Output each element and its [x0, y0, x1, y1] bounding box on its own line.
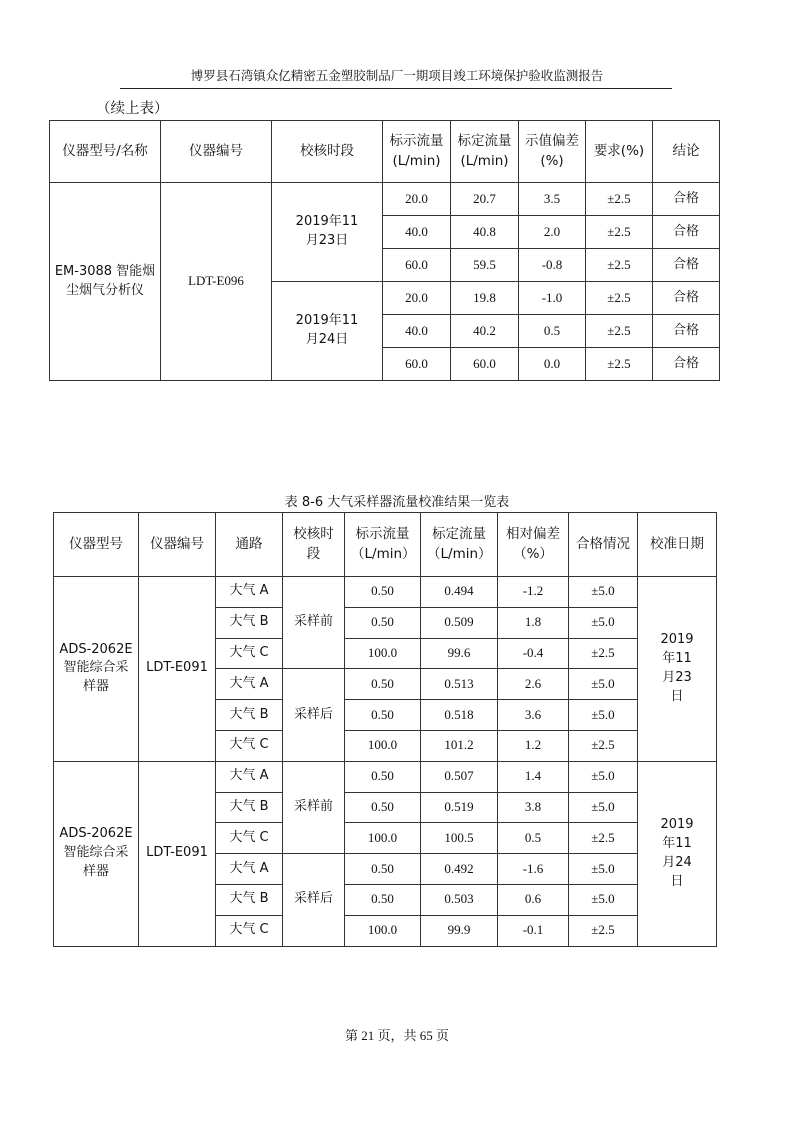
table2-channel-cell: 大气 C — [216, 730, 283, 761]
table2-header-cell: 合格情况 — [569, 513, 638, 577]
table1-value-cell: ±2.5 — [586, 216, 653, 249]
table2-value-cell: 0.492 — [421, 854, 498, 885]
table1-header-cell: 仪器编号 — [161, 121, 272, 183]
table2-value-cell: 0.507 — [421, 761, 498, 792]
table2-value-cell: 1.8 — [498, 607, 569, 638]
table2-value-cell: ±5.0 — [569, 577, 638, 608]
table2-phase-cell: 采样前 — [283, 761, 345, 853]
table2-value-cell: 101.2 — [421, 730, 498, 761]
air-sampler-calibration-table — [53, 512, 717, 947]
table2-channel-cell: 大气 A — [216, 669, 283, 700]
continued-label: （续上表） — [96, 101, 169, 117]
table2-header-cell: 仪器编号 — [139, 513, 216, 577]
table2-value-cell: 0.50 — [345, 607, 421, 638]
table2-code-cell: LDT-E091 — [139, 761, 216, 946]
table2-value-cell: 99.9 — [421, 915, 498, 946]
table1-value-cell: 19.8 — [451, 282, 519, 315]
table2-value-cell: 0.50 — [345, 577, 421, 608]
table2-channel-cell: 大气 C — [216, 638, 283, 669]
table1-value-cell: ±2.5 — [586, 348, 653, 381]
table2-value-cell: 100.0 — [345, 915, 421, 946]
table2-header-cell: 校准日期 — [638, 513, 717, 577]
table2-value-cell: -0.4 — [498, 638, 569, 669]
table2-value-cell: 100.0 — [345, 730, 421, 761]
table1-header-cell: 要求(%) — [586, 121, 653, 183]
table1-instrument-cell: EM-3088 智能烟尘烟气分析仪 — [50, 183, 161, 381]
table1-value-cell: 20.0 — [383, 183, 451, 216]
table2-channel-cell: 大气 A — [216, 761, 283, 792]
table2-value-cell: 100.0 — [345, 823, 421, 854]
table2-instrument-cell: ADS-2062E 智能综合采样器 — [54, 761, 139, 946]
table1-value-cell: -1.0 — [519, 282, 586, 315]
table1-header-cell: 校核时段 — [272, 121, 383, 183]
table1-value-cell: 合格 — [653, 315, 720, 348]
table2-header-cell: 通路 — [216, 513, 283, 577]
table2-value-cell: ±2.5 — [569, 638, 638, 669]
table2-value-cell: 0.50 — [345, 854, 421, 885]
table2-value-cell: 0.50 — [345, 669, 421, 700]
table1-value-cell: 0.0 — [519, 348, 586, 381]
table1-code-cell: LDT-E096 — [161, 183, 272, 381]
table2-value-cell: 0.513 — [421, 669, 498, 700]
report-header-title: 博罗县石湾镇众亿精密五金塑胶制品厂一期项目竣工环境保护验收监测报告 — [190, 68, 604, 83]
table2-channel-cell: 大气 C — [216, 823, 283, 854]
table2-value-cell: 1.4 — [498, 761, 569, 792]
table2-value-cell: ±5.0 — [569, 761, 638, 792]
table1-value-cell: 59.5 — [451, 249, 519, 282]
table-8-6-caption: 表 8-6 大气采样器流量校准结果一览表 — [284, 495, 510, 510]
table2-value-cell: -1.2 — [498, 577, 569, 608]
table2-value-cell: -0.1 — [498, 915, 569, 946]
table2-header-cell: 相对偏差（%） — [498, 513, 569, 577]
table2-channel-cell: 大气 C — [216, 915, 283, 946]
table1-value-cell: ±2.5 — [586, 282, 653, 315]
table2-value-cell: 0.519 — [421, 792, 498, 823]
table2-value-cell: 0.518 — [421, 700, 498, 731]
table2-phase-cell: 采样前 — [283, 577, 345, 669]
table2-channel-cell: 大气 A — [216, 577, 283, 608]
table1-value-cell: 40.8 — [451, 216, 519, 249]
table2-row — [54, 577, 717, 608]
table2-value-cell: 0.6 — [498, 884, 569, 915]
table2-code-cell: LDT-E091 — [139, 577, 216, 762]
table1-value-cell: ±2.5 — [586, 315, 653, 348]
table1-value-cell: 0.5 — [519, 315, 586, 348]
table2-channel-cell: 大气 B — [216, 607, 283, 638]
table2-value-cell: ±2.5 — [569, 730, 638, 761]
table2-value-cell: 0.503 — [421, 884, 498, 915]
table2-instrument-cell: ADS-2062E 智能综合采样器 — [54, 577, 139, 762]
table1-value-cell: 20.0 — [383, 282, 451, 315]
table2-value-cell: 100.0 — [345, 638, 421, 669]
table1-header-cell: 标示流量(L/min) — [383, 121, 451, 183]
table1-header-cell: 标定流量(L/min) — [451, 121, 519, 183]
table2-value-cell: 0.50 — [345, 884, 421, 915]
table2-value-cell: ±5.0 — [569, 792, 638, 823]
table2-header-cell: 标定流量（L/min） — [421, 513, 498, 577]
table2-date-cell: 2019年11月23日 — [638, 577, 717, 762]
table1-value-cell: 40.0 — [383, 315, 451, 348]
table2-value-cell: ±5.0 — [569, 884, 638, 915]
analyzer-calibration-table — [49, 120, 720, 381]
table2-channel-cell: 大气 B — [216, 884, 283, 915]
table1-value-cell: -0.8 — [519, 249, 586, 282]
table1-value-cell: 合格 — [653, 216, 720, 249]
table1-value-cell: 60.0 — [383, 249, 451, 282]
table1-value-cell: 60.0 — [451, 348, 519, 381]
table2-channel-cell: 大气 A — [216, 854, 283, 885]
table2-channel-cell: 大气 B — [216, 700, 283, 731]
table2-value-cell: 3.6 — [498, 700, 569, 731]
page-footer: 第 21 页，共 65 页 — [344, 1028, 449, 1043]
table1-value-cell: 20.7 — [451, 183, 519, 216]
table2-value-cell: 0.50 — [345, 792, 421, 823]
table1-header-cell: 仪器型号/名称 — [50, 121, 161, 183]
header-rule — [120, 88, 672, 89]
table2-value-cell: 0.494 — [421, 577, 498, 608]
table2-header-cell: 仪器型号 — [54, 513, 139, 577]
table2-phase-cell: 采样后 — [283, 854, 345, 946]
table1-value-cell: ±2.5 — [586, 183, 653, 216]
table2-value-cell: 99.6 — [421, 638, 498, 669]
table1-header-cell: 结论 — [653, 121, 720, 183]
table2-value-cell: 0.5 — [498, 823, 569, 854]
table1-value-cell: 合格 — [653, 282, 720, 315]
table2-date-cell: 2019年11月24日 — [638, 761, 717, 946]
table2-value-cell: ±5.0 — [569, 669, 638, 700]
table1-value-cell: 40.0 — [383, 216, 451, 249]
table2-value-cell: 1.2 — [498, 730, 569, 761]
table2-header-cell: 校核时段 — [283, 513, 345, 577]
table1-value-cell: ±2.5 — [586, 249, 653, 282]
table2-value-cell: ±5.0 — [569, 607, 638, 638]
table2-value-cell: 0.50 — [345, 761, 421, 792]
table2-value-cell: 0.50 — [345, 700, 421, 731]
table2-value-cell: 100.5 — [421, 823, 498, 854]
table2-value-cell: 2.6 — [498, 669, 569, 700]
table2-value-cell: ±5.0 — [569, 700, 638, 731]
table2-value-cell: ±2.5 — [569, 823, 638, 854]
table1-value-cell: 合格 — [653, 348, 720, 381]
table1-value-cell: 合格 — [653, 249, 720, 282]
table2-value-cell: 3.8 — [498, 792, 569, 823]
table2-value-cell: ±2.5 — [569, 915, 638, 946]
table1-row — [50, 183, 720, 216]
table2-row — [54, 761, 717, 792]
table1-header-cell: 示值偏差(%) — [519, 121, 586, 183]
table2-value-cell: ±5.0 — [569, 854, 638, 885]
table2-header-cell: 标示流量（L/min） — [345, 513, 421, 577]
table1-date-cell: 2019年11月24日 — [272, 282, 383, 381]
table1-value-cell: 60.0 — [383, 348, 451, 381]
table1-value-cell: 3.5 — [519, 183, 586, 216]
table1-value-cell: 40.2 — [451, 315, 519, 348]
table2-value-cell: -1.6 — [498, 854, 569, 885]
table2-channel-cell: 大气 B — [216, 792, 283, 823]
table1-value-cell: 2.0 — [519, 216, 586, 249]
table1-value-cell: 合格 — [653, 183, 720, 216]
table1-date-cell: 2019年11月23日 — [272, 183, 383, 282]
table2-value-cell: 0.509 — [421, 607, 498, 638]
table2-phase-cell: 采样后 — [283, 669, 345, 761]
